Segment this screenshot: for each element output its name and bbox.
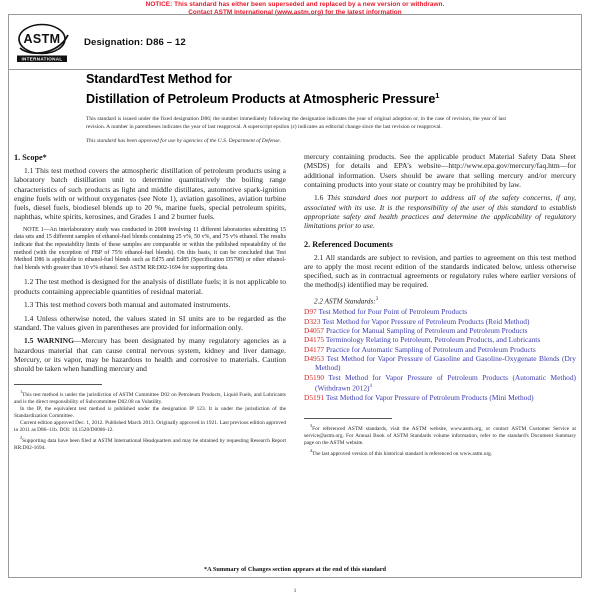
warning-text: —Mercury has been designated by many regulatory agencies as a hazardous material that can cause central nervous system, kidney and liver damage. Mercury, or its vapor, may be hazardous to health and corrosive to materials. Caution should be taken when handling mercury and bbox=[14, 336, 286, 374]
footnote-2-text: Supporting data have been filed at ASTM International Headquarters and may be obtained by requesting Research Report RR:D02-1694. bbox=[14, 438, 286, 452]
paragraph-1-4: 1.4 Unless otherwise noted, the values stated in SI units are to be regarded as the standard. The values given in parentheses are provided for information only. bbox=[14, 313, 286, 332]
footnote-4 bbox=[304, 447, 576, 458]
paragraph-1-2: 1.2 The test method is designed for the analysis of distillate fuels; it is not applicable to products containing appreciable quantities of residual material. bbox=[14, 277, 286, 296]
title-block bbox=[86, 72, 506, 145]
footnote-3 bbox=[304, 422, 576, 447]
footnote-1-text: This test method is under the jurisdiction of ASTM Committee D02 on Petroleum Products, Liquid Fuels, and Lubricants and is the direct responsibility of Subcommittee D02.08 on Volatility. bbox=[14, 391, 286, 405]
masthead bbox=[14, 22, 574, 68]
footnote-ip-text: In the IP, the equivalent test method is published under the designation IP 123. It is under the jurisdiction of the Standardization Committee. bbox=[14, 406, 286, 420]
list-item[interactable] bbox=[304, 345, 576, 354]
paragraph-1-6 bbox=[304, 193, 576, 230]
issue-note: This standard is issued under the fixed designation D86; the number immediately following the designation indicates the year of original adoption or, in the case of revision, the year of last revision. A number in parentheses indicates the year of last reapproval. A superscript epsilon (ε) indicates an editorial change since the last revision or reapproval. bbox=[86, 116, 506, 130]
footnote-ip bbox=[14, 406, 286, 420]
left-column bbox=[14, 152, 286, 452]
standard-designation-link[interactable]: D323 bbox=[304, 316, 321, 326]
standard-designation-link[interactable]: D4953 bbox=[304, 353, 325, 363]
standard-title[interactable]: Practice for Automatic Sampling of Petroleum and Petroleum Products bbox=[324, 344, 536, 354]
list-item[interactable] bbox=[304, 393, 576, 402]
standard-designation-link[interactable]: D4175 bbox=[304, 335, 325, 345]
astm-logo-icon bbox=[16, 22, 74, 66]
summary-of-changes-note: *A Summary of Changes section appears at the end of this standard bbox=[203, 566, 387, 573]
right-footnotes bbox=[304, 418, 576, 458]
notice-line-2: Contact ASTM International (www.astm.org) for the latest information bbox=[188, 9, 402, 17]
svg-text:ASTM: ASTM bbox=[23, 32, 61, 46]
standard-designation-link[interactable]: D4177 bbox=[304, 344, 325, 354]
footnote-edition-text: Current edition approved Dec. 1, 2012. Published March 2013. Originally approved in 1921. Last previous edition approved in 2011 as D86–11b. DOI: 10.1520/D0086-12. bbox=[14, 420, 286, 434]
dod-approval-note: This standard has been approved for use by agencies of the U.S. Department of Defense. bbox=[86, 138, 281, 144]
title-line-1: StandardTest Method for bbox=[86, 72, 232, 86]
masthead-divider bbox=[8, 69, 582, 70]
notice-line-1: NOTICE: This standard has either been superseded and replaced by a new version or withdrawn. bbox=[145, 1, 445, 8]
paragraph-1-3: 1.3 This test method covers both manual and automated instruments. bbox=[24, 300, 231, 310]
footnote-3-text: For referenced ASTM standards, visit the ASTM website, www.astm.org, or contact ASTM Customer Service at service@astm.org. For Annual Book of ASTM Standards volume information, refer to the standard's Document Summary page on the ASTM website. bbox=[304, 426, 576, 447]
standard-footnote-marker: 4 bbox=[369, 383, 372, 389]
section-heading-referenced-documents: 2. Referenced Documents bbox=[304, 239, 393, 249]
title-line-2 bbox=[86, 88, 506, 108]
list-item[interactable] bbox=[304, 307, 576, 316]
standard-title[interactable]: Practice for Manual Sampling of Petroleum and Petroleum Products bbox=[324, 326, 528, 336]
paragraph-2-1: 2.1 All standards are subject to revision, and parties to agreement on this test method are to apply the most recent edition of the standards indicated below, unless otherwise specified, such as in contractual agreements or regulatory rules where earlier versions of the method(s) identified may be required. bbox=[304, 252, 576, 290]
standard-title[interactable]: Test Method for Vapor Pressure of Petroleum Products (Mini Method) bbox=[324, 392, 534, 402]
standard-title[interactable]: Test Method for Vapor Pressure of Petroleum Products (Reid Method) bbox=[320, 316, 530, 326]
standard-designation-link[interactable]: D97 bbox=[304, 307, 317, 317]
footnote-2 bbox=[14, 434, 286, 452]
paragraph-1-1: 1.1 This test method covers the atmospheric distillation of petroleum products using a laboratory batch distillation unit to determine quantitatively the boiling range characteristics of such products as light and middle distillates, automotive spark-ignition engine fuels with or without oxygenates (see Note 1), aviation gasolines, aviation turbine fuels, diesel fuels, biodiesel blends up to 20 %, marine fuels, special petroleum spirits, naphthas, white spirits, kerosines, and Grades 1 and 2 burner fuels. bbox=[14, 166, 286, 222]
standard-title[interactable]: Test Method for Vapor Pressure of Gasoline and Gasoline-Oxygenate Blends (Dry Method) bbox=[315, 353, 576, 373]
page-number: 1 bbox=[293, 588, 297, 594]
paragraph-1-6-number: 1.6 bbox=[314, 193, 328, 203]
subsection-2-2-text: 2.2 ASTM Standards: bbox=[314, 297, 376, 306]
list-item[interactable] bbox=[304, 317, 576, 326]
right-column bbox=[304, 152, 576, 458]
referenced-standards-list bbox=[304, 307, 576, 401]
section-heading-scope: 1. Scope* bbox=[14, 153, 47, 162]
title-line-2-text: Distillation of Petroleum Products at Atmospheric Pressure bbox=[86, 91, 436, 106]
footnote-edition bbox=[14, 420, 286, 434]
standard-designation: Designation: D86 – 12 bbox=[84, 37, 186, 48]
left-footnotes bbox=[14, 384, 286, 453]
warning-label: 1.5 WARNING bbox=[24, 336, 74, 346]
paragraph-1-5-continued: mercury containing products. See the applicable product Material Safety Data Sheet (MSDS) for details and EPA's website—http://www.epa.gov/mercury/faq.htm—for additional information. Users should be aware that selling mercury and/or mercury containing products into your state or country may be prohibited by law. bbox=[304, 152, 576, 189]
footnote-1-marker: 1 bbox=[20, 389, 23, 395]
paragraph-1-5 bbox=[14, 336, 286, 373]
title-footnote-marker: 1 bbox=[435, 90, 440, 100]
list-item[interactable] bbox=[304, 354, 576, 373]
footnote-divider bbox=[304, 418, 392, 419]
standard-designation-link[interactable]: D4057 bbox=[304, 326, 325, 336]
subsection-2-2-marker: 3 bbox=[375, 296, 379, 302]
footnote-divider bbox=[14, 384, 102, 385]
standard-title[interactable]: Test Method for Vapor Pressure of Petroleum Products (Automatic Method) (Withdrawn 2012) bbox=[315, 372, 576, 393]
list-item[interactable] bbox=[304, 335, 576, 344]
svg-text:INTERNATIONAL: INTERNATIONAL bbox=[21, 56, 63, 62]
standard-designation-link[interactable]: D5190 bbox=[304, 372, 325, 382]
standard-title[interactable]: Test Method for Pour Point of Petroleum Products bbox=[316, 307, 468, 317]
list-item[interactable] bbox=[304, 326, 576, 335]
footnote-3-marker: 3 bbox=[310, 423, 313, 429]
note-1: NOTE 1—An interlaboratory study was conducted in 2008 involving 11 different laboratories submitting 15 data sets and 15 different samples of ethanol-fuel blends containing 25 v%, 50 v%, and 75 v% ethanol. The results indicate that the repeatability limits of these samples are comparable or within the published repeatability of the method (with the exception of FBP of 75% ethanol-fuel blends). On this basis, it can be concluded that Test Method D86 is applicable to ethanol-fuel blends such as Ed75 and Ed85 (Specification D5798) or other ethanol-fuel blends with greater than 10 v% ethanol. See ASTM RR:D02-1694 for supporting data. bbox=[14, 226, 286, 271]
footnote-2-marker: 2 bbox=[20, 435, 23, 441]
footnote-4-text: The last approved version of this historical standard is referenced on www.astm.org. bbox=[312, 451, 493, 458]
standard-title[interactable]: Terminology Relating to Petroleum, Petroleum Products, and Lubricants bbox=[324, 335, 541, 345]
footnote-1 bbox=[14, 388, 286, 406]
footnote-4-marker: 4 bbox=[310, 448, 313, 454]
list-item[interactable] bbox=[304, 373, 576, 393]
body-columns bbox=[14, 152, 576, 562]
standard-designation-link[interactable]: D5191 bbox=[304, 392, 325, 402]
paragraph-1-6-text: This standard does not purport to address all of the safety concerns, if any, associated with its use. It is the responsibility of the user of this standard to establish appropriate safety and health practices and determine the applicability of regulatory limitations prior to use. bbox=[304, 193, 577, 231]
subsection-2-2-label bbox=[304, 295, 576, 307]
